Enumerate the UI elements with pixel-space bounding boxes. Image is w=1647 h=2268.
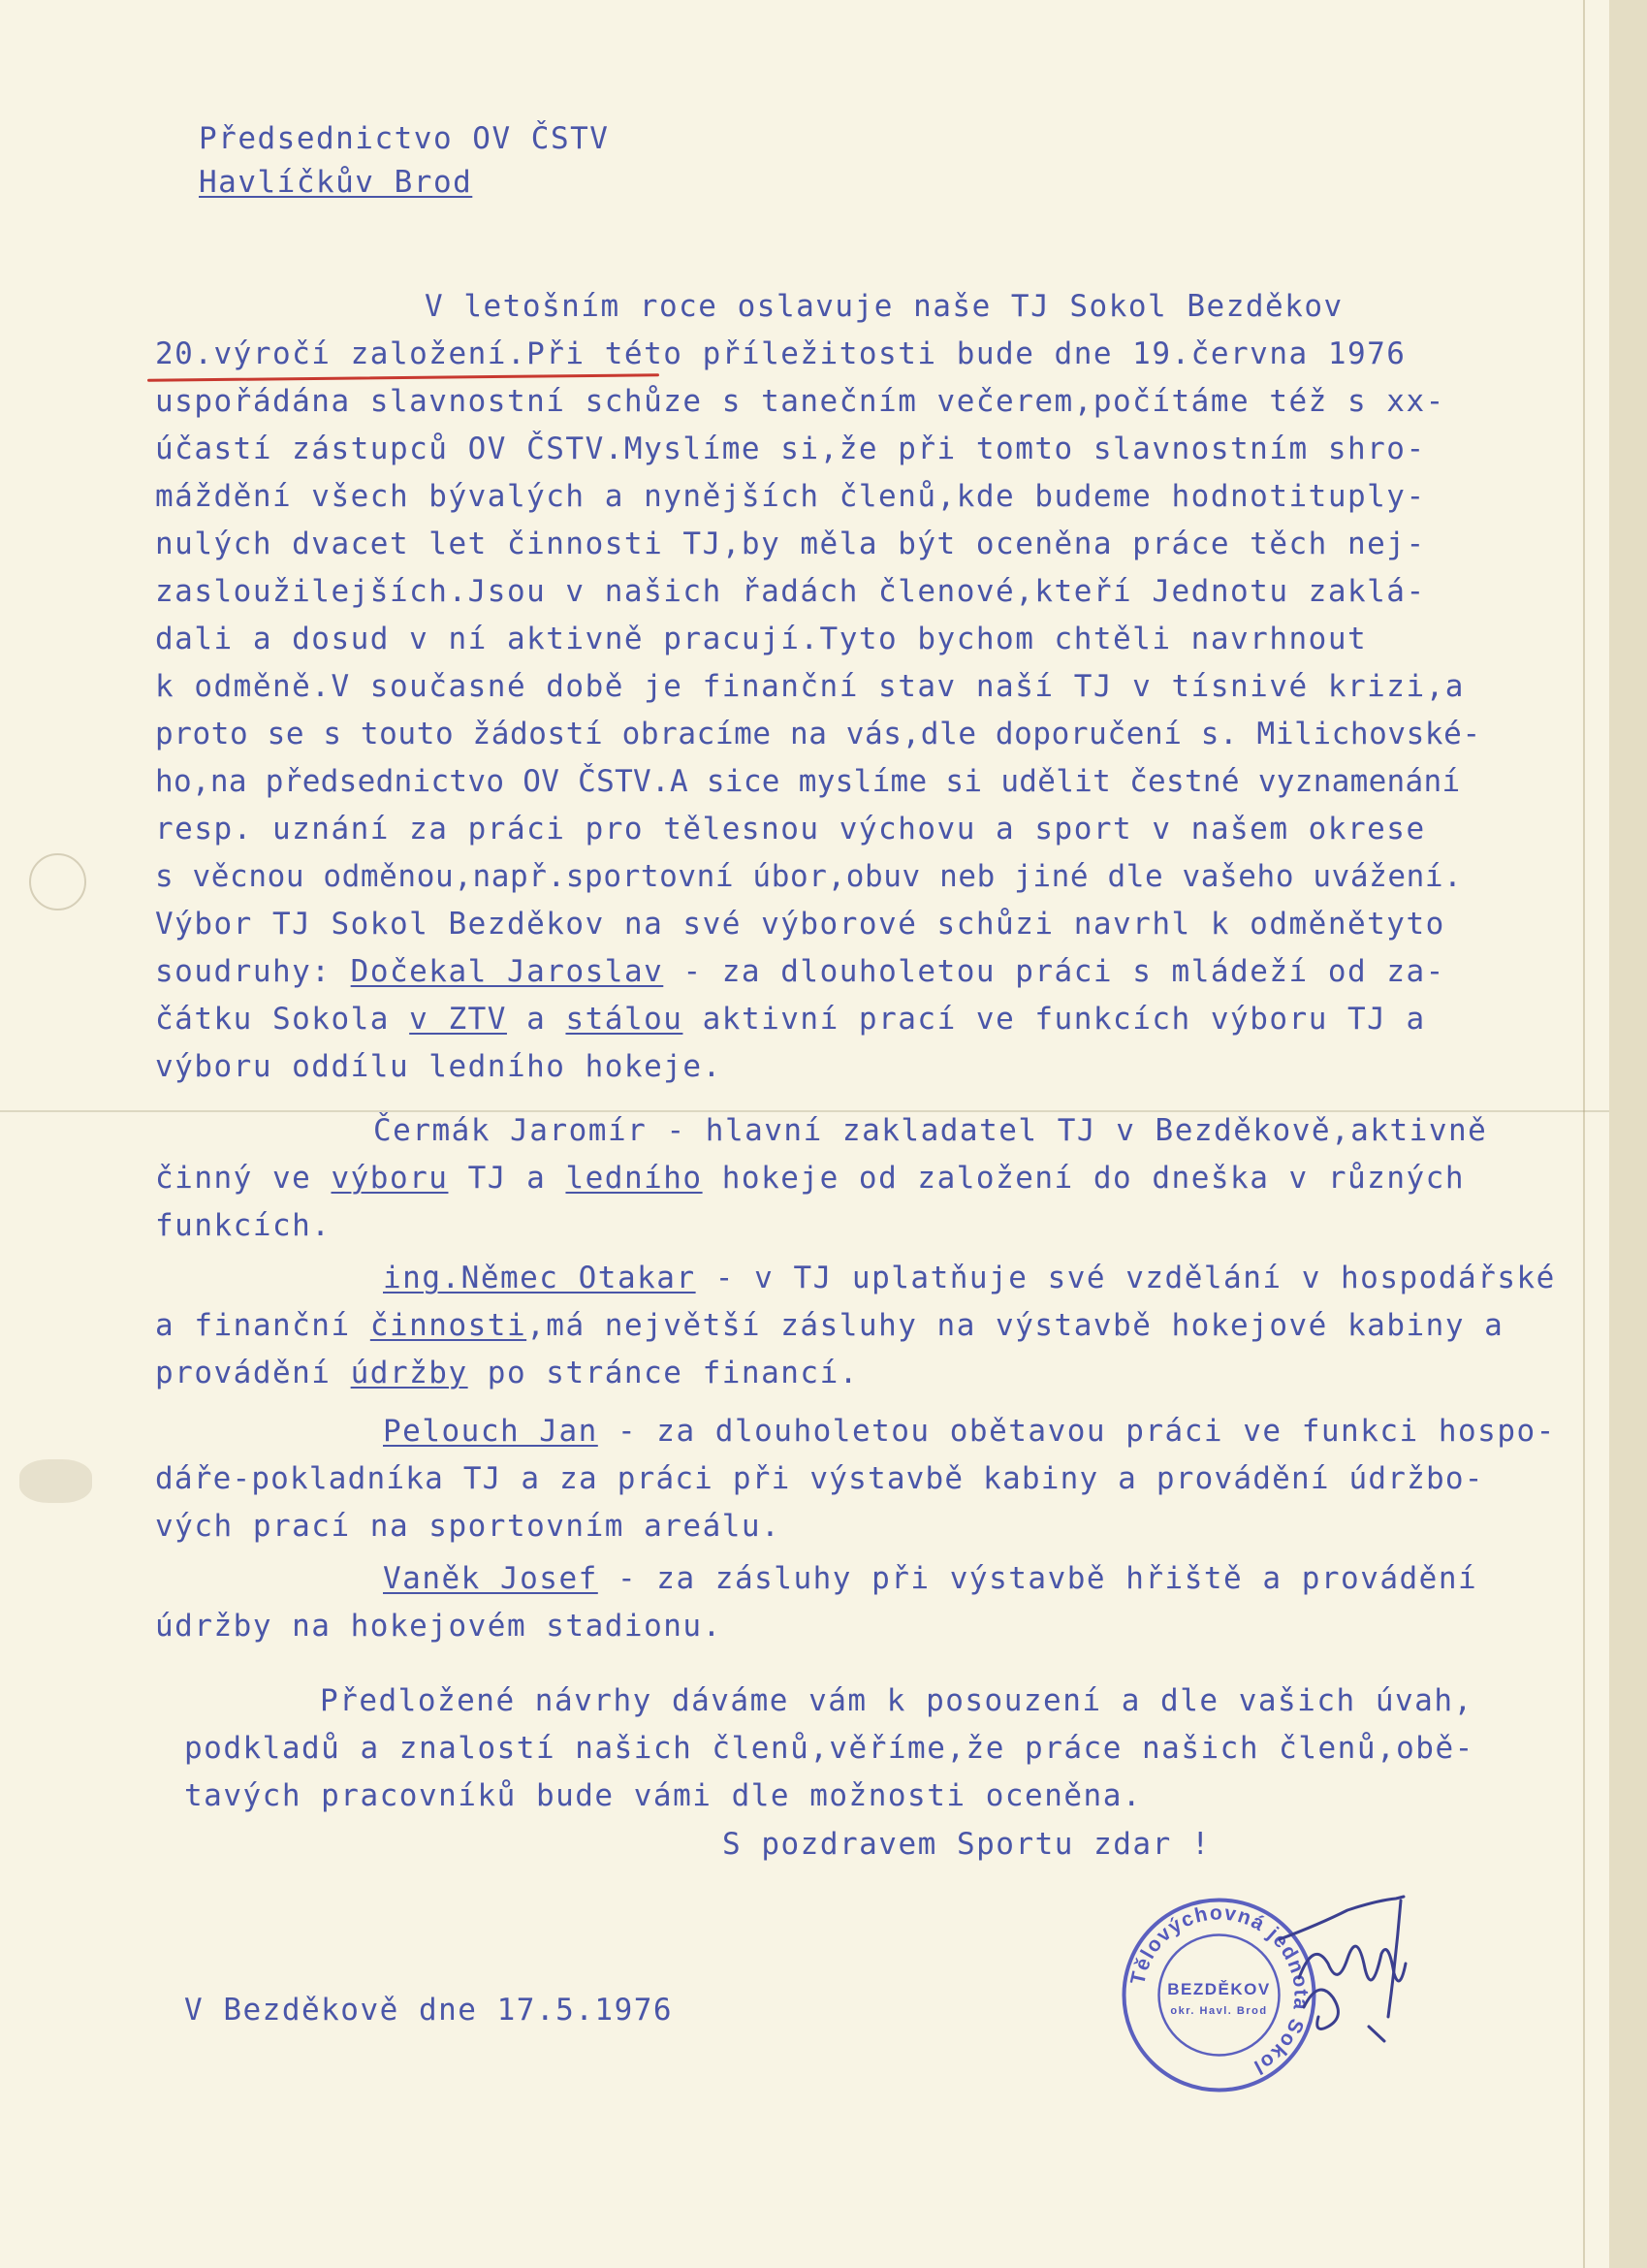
body-line: resp. uznání za práci pro tělesnou výchovu a sport v našem okrese [155,812,1426,847]
nominee-name: Pelouch Jan [383,1414,598,1449]
body-text: hokeje od založení do dneška v různých [702,1161,1465,1196]
scan-edge [1609,0,1647,2268]
body-line [155,954,1445,989]
handwritten-signature [1260,1871,1454,2065]
body-text: - za dlouholetou obětavou práci ve funkci hospo- [597,1414,1556,1449]
nominee-line: Čermák Jaromír - hlavní zakladatel TJ v Bezděkově,aktivně [373,1113,1488,1148]
red-pencil-underline [147,373,659,382]
body-line: Výbor TJ Sokol Bezděkov na své výborové schůzi navrhl k odměnětyto [155,907,1445,942]
body-line: k odměně.V současné době je finanční stav naší TJ v tísnivé krizi,a [155,669,1465,704]
body-text: a [506,1002,566,1037]
body-line: dali a dosud v ní aktivně pracují.Tyto bychom chtěli navrhnout [155,622,1368,656]
underlined-text: ledního [565,1161,703,1196]
nominee-name: ing.Němec Otakar [383,1261,696,1295]
greeting: S pozdravem Sportu zdar ! [722,1827,1212,1862]
stamp-ring-text: Tělovýchovná jednota Sokol [1126,1901,1313,2079]
closing-line: tavých pracovníků bude vámi dle možnosti oceněna. [184,1778,1143,1813]
nominee-line [383,1414,1556,1449]
body-text: - za zásluhy při výstavbě hřiště a provádění [597,1561,1478,1596]
body-line: proto se s touto žádostí obracíme na vás,dle doporučení s. Milichovské- [155,717,1481,751]
body-line: zasloužilejších.Jsou v našich řadách členové,kteří Jednotu zaklá- [155,574,1426,609]
closing-line: podkladů a znalostí našich členů,věříme,že práce našich členů,obě- [184,1731,1474,1766]
body-text: soudruhy: [155,954,332,989]
body-line: V letošním roce oslavuje naše TJ Sokol Bezděkov [425,289,1344,324]
stamp-center-district: okr. Havl. Brod [1170,2005,1268,2017]
body-text: - v TJ uplatňuje své vzdělání v hospodářské [695,1261,1556,1295]
nominee-line [383,1261,1556,1295]
body-line: účastí zástupců OV ČSTV.Myslíme si,že při tomto slavnostním shro- [155,431,1426,466]
body-line [155,1002,1426,1037]
body-line: ho,na předsednictvo OV ČSTV.A sice myslíme si udělit čestné vyznamenání [155,764,1461,799]
body-line [155,1308,1504,1343]
body-line: máždění všech bývalých a nynějších členů,kde budeme hodnotituply- [155,479,1426,514]
underlined-text: v ZTV [409,1002,507,1037]
nominee-name: Vaněk Josef [383,1561,598,1596]
body-text: - za dlouholetou práci s mládeží od za- [663,954,1445,989]
recipient-line-2: Havlíčkův Brod [199,165,473,200]
body-text: aktivní prací ve funkcích výboru TJ a [682,1002,1426,1037]
body-line: funkcích. [155,1208,332,1243]
body-line: dáře-pokladníka TJ a za práci při výstavbě kabiny a provádění údržbo- [155,1461,1484,1496]
body-line: výboru oddílu ledního hokeje. [155,1049,722,1084]
nominee-line [383,1561,1477,1596]
underlined-text: činnosti [369,1308,527,1343]
body-line: uspořádána slavnostní schůze s tanečním večerem,počítáme též s xx- [155,384,1445,419]
nominee-name: Dočekal Jaroslav [350,954,664,989]
body-text: provádění [155,1356,351,1390]
body-line: nulých dvacet let činnosti TJ,by měla být oceněna práce těch nej- [155,527,1426,561]
body-line: vých prací na sportovním areálu. [155,1509,781,1544]
closing-line: Předložené návrhy dáváme vám k posouzení a dle vašich úvah, [320,1683,1473,1718]
underlined-text: údržby [350,1356,468,1390]
underlined-text: stálou [565,1002,683,1037]
date-line: V Bezděkově dne 17.5.1976 [184,1993,674,2028]
underlined-text: výboru [331,1161,449,1196]
body-line [155,1356,859,1390]
body-line: 20.výročí založení.Při této příležitosti bude dne 19.června 1976 [155,336,1407,371]
body-line: s věcnou odměnou,např.sportovní úbor,obuv neb jiné dle vašeho uvážení. [155,859,1463,894]
body-text: činný ve [155,1161,332,1196]
stamp-center-name: BEZDĚKOV [1167,1980,1271,1998]
body-text: po stránce financí. [467,1356,859,1390]
body-text: čátku Sokola [155,1002,410,1037]
body-text: TJ a [448,1161,566,1196]
body-text: ,má největší zásluhy na výstavbě hokejové kabiny a [526,1308,1504,1343]
body-line [155,1161,1465,1196]
recipient-line-1: Předsednictvo OV ČSTV [199,121,610,156]
body-text: a finanční [155,1308,370,1343]
body-line: údržby na hokejovém stadionu. [155,1609,722,1644]
